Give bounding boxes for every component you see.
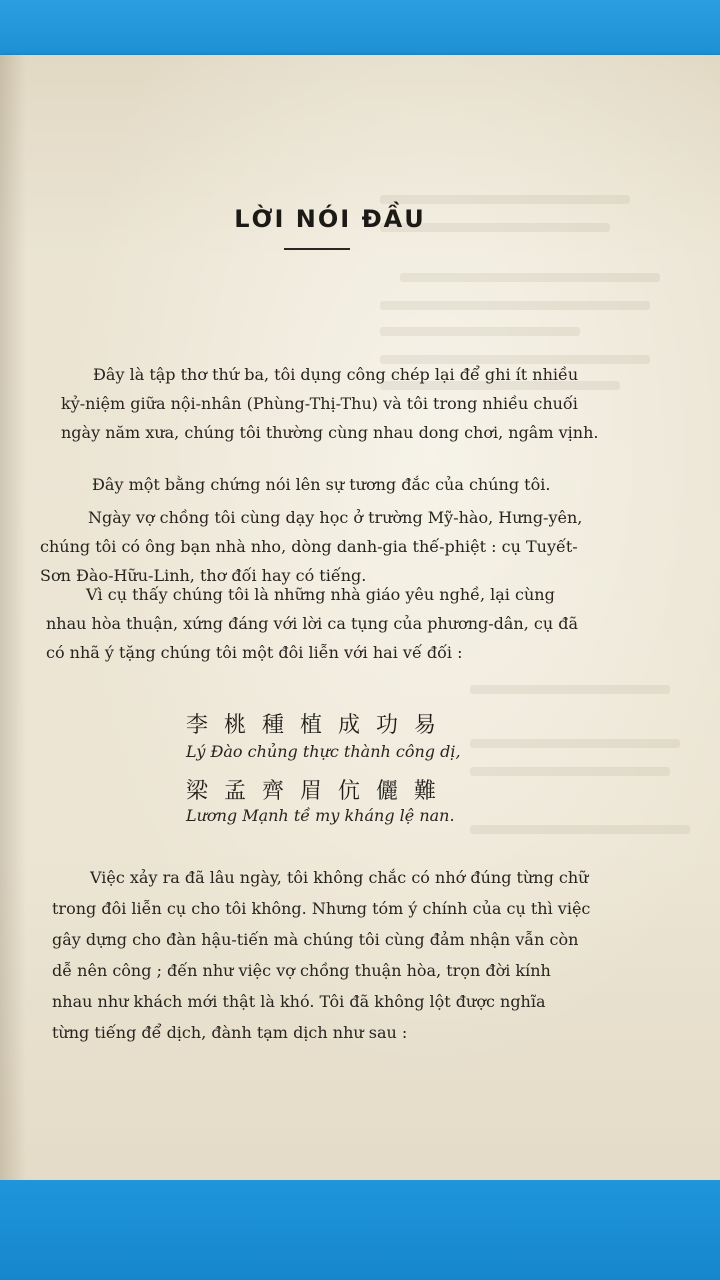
text-line: Đây là tập thơ thứ ba, tôi dụng công chép lại để ghi ít nhiều — [93, 365, 579, 384]
background-bottom — [0, 1180, 720, 1280]
paragraph-1 — [61, 360, 599, 447]
text-line: nhau như khách mới thật là khó. Tôi đã không lột được nghĩa — [52, 992, 546, 1011]
title-underline — [284, 248, 350, 250]
page-edge-shadow — [0, 55, 26, 1187]
paragraph-3 — [40, 503, 583, 590]
text-line: Việc xảy ra đã lâu ngày, tôi không chắc có nhớ đúng từng chữ — [90, 868, 589, 887]
text-line: Ngày vợ chồng tôi cùng dạy học ở trường Mỹ-hào, Hưng-yên, — [88, 508, 583, 527]
text-line: Vì cụ thấy chúng tôi là những nhà giáo yêu nghề, lại cùng — [86, 585, 555, 604]
couplet-line-2-han: 梁孟齊眉伉儷難 — [186, 779, 453, 804]
couplet-line-2-viet: Lương Mạnh tề my kháng lệ nan. — [186, 806, 455, 825]
text-line: ngày năm xưa, chúng tôi thường cùng nhau dong chơi, ngâm vịnh. — [61, 423, 599, 442]
text-line: chúng tôi có ông bạn nhà nho, dòng danh-gia thế-phiệt : cụ Tuyết- — [40, 537, 578, 556]
text-line: gây dựng cho đàn hậu-tiến mà chúng tôi cùng đảm nhận vẫn còn — [52, 930, 579, 949]
closing-paragraph — [52, 862, 591, 1048]
text-line: dễ nên công ; đến như việc vợ chồng thuận hòa, trọn đời kính — [52, 961, 551, 980]
text-line: Đây một bằng chứng nói lên sự tương đắc của chúng tôi. — [92, 475, 551, 494]
paragraph-4 — [46, 580, 579, 667]
text-line: kỷ-niệm giữa nội-nhân (Phùng-Thị-Thu) và tôi trong nhiều chuối — [61, 394, 578, 413]
text-line: nhau hòa thuận, xứng đáng với lời ca tụng của phương-dân, cụ đã — [46, 614, 579, 633]
page-title: LỜI NÓI ĐẦU — [234, 205, 426, 233]
background-top — [0, 0, 720, 60]
text-line: Sơn Đào-Hữu-Linh, thơ đối hay có tiếng. — [40, 566, 367, 585]
paragraph-2 — [92, 470, 550, 499]
text-line: có nhã ý tặng chúng tôi một đôi liễn với hai vế đối : — [46, 643, 463, 662]
text-line: trong đôi liễn cụ cho tôi không. Nhưng tóm ý chính của cụ thì việc — [52, 899, 591, 918]
couplet-line-1-viet: Lý Đào chủng thực thành công dị, — [186, 742, 461, 761]
text-line: từng tiếng để dịch, đành tạm dịch như sau : — [52, 1023, 408, 1042]
couplet-line-1-han: 李桃種植成功易 — [186, 713, 453, 738]
